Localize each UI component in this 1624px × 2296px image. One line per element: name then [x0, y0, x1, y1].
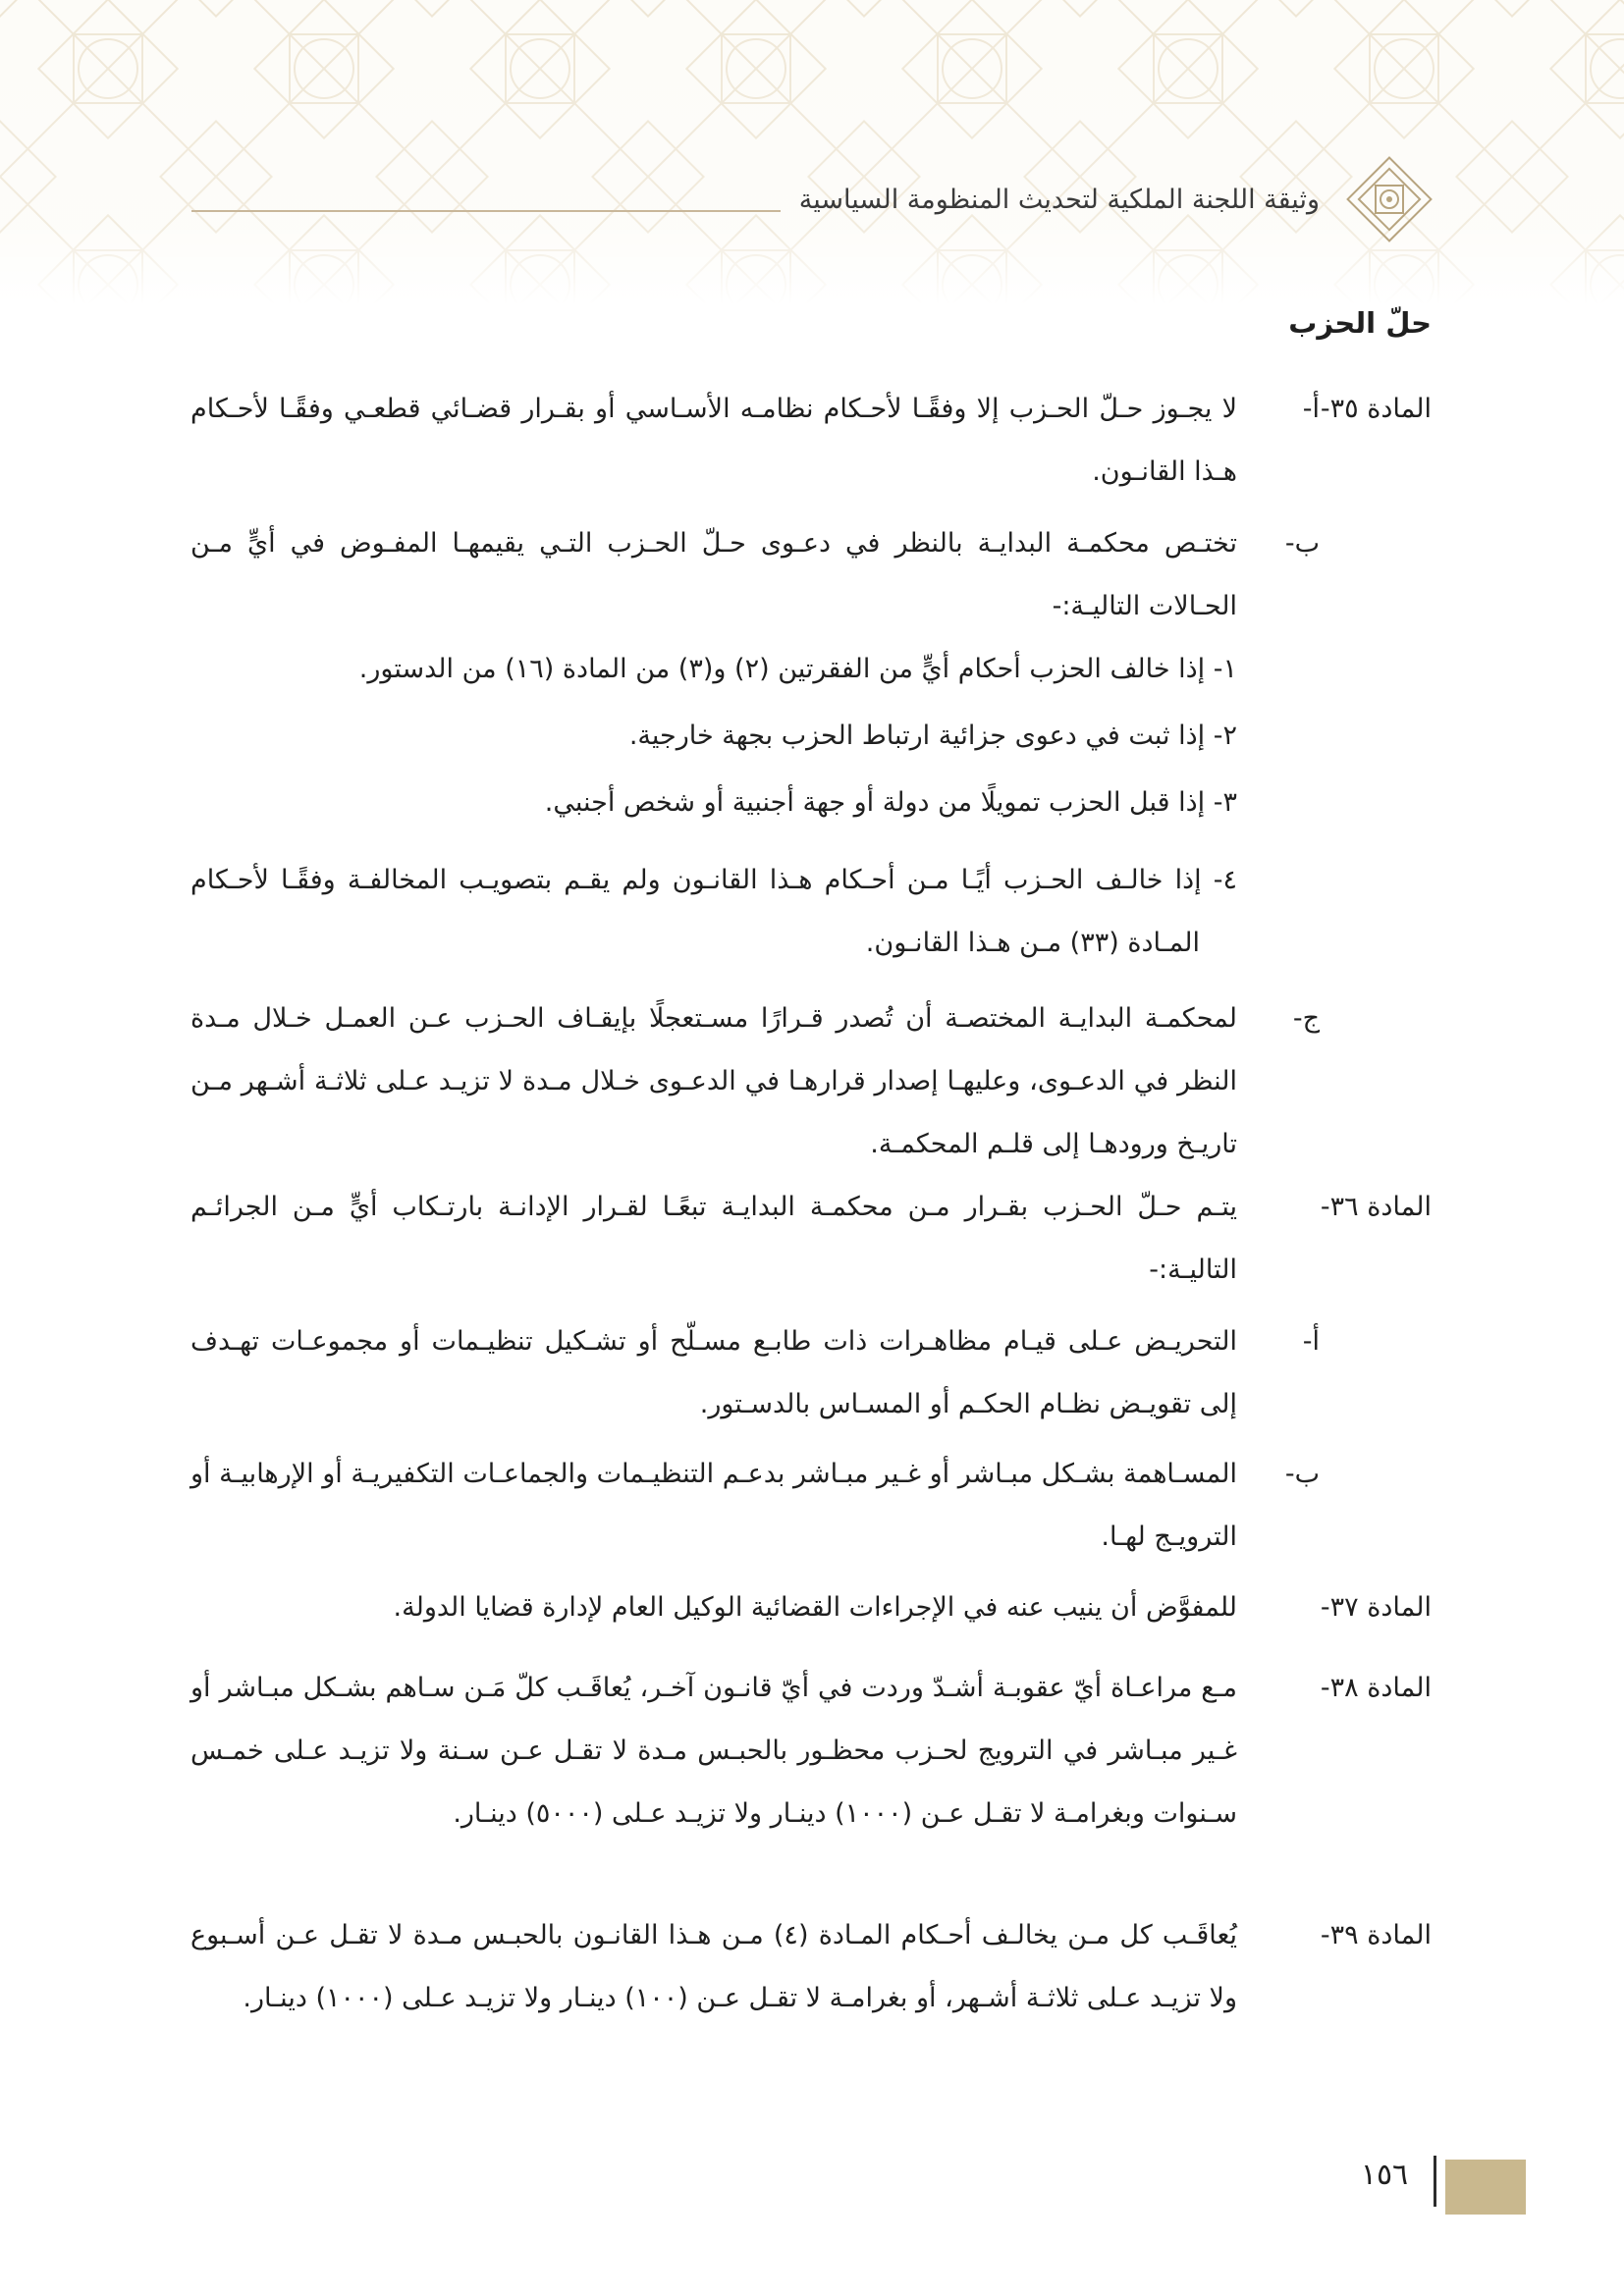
document-title: وثيقة اللجنة الملكية لتحديث المنظومة السياسية	[798, 185, 1320, 215]
list-item: ٢- إذا ثبت في دعوى جزائية ارتباط الحزب بجهة خارجية.	[628, 721, 1237, 751]
list-item: ٤- إذا خالـف الحـزب أيًـا مـن أحـكام هـذا القانـون ولم يقـم بتصويـب المخالفـة وفقًـا لأحـكام المـادة (٣٣) مـن هـذا القانـون.	[190, 865, 1237, 958]
emblem-icon	[1345, 155, 1434, 243]
article-38-label: المادة ٣٨-	[1320, 1673, 1432, 1703]
article-35-clause-b-text: تختـص محكمـة البدايـة بالنظر في دعـوى حـلّ الحـزب التـي يقيمهـا المفـوض في أيٍّ مـن الحـالات التاليـة:-	[190, 528, 1237, 621]
article-38-text: مـع مراعـاة أيّ عقوبـة أشـدّ وردت في أيّ قانـون آخـر، يُعاقَـب كلّ مَـن سـاهم بشـكل مبـاشر أو غـير مبـاشر في الترويج لحـزب محظـور بالحبـس مـدة لا تقـل عـن سـنة ولا تزيـد عـلى خمـس سـنوات وبغرامـة لا تقـل عـن (١٠٠٠) دينـار ولا تزيـد عـلى (٥٠٠٠) دينـار.	[190, 1673, 1237, 1829]
article-36-text: يتـم حـلّ الحـزب بقـرار مـن محكمـة البدايـة تبعًـا لقـرار الإدانـة بارتـكاب أيٍّ مـن الجرائـم التاليـة:-	[190, 1192, 1237, 1285]
article-39-text: يُعاقَـب كل مـن يخالـف أحـكام المـادة (٤) مـن هـذا القانـون بالحبـس مـدة لا تقـل عـن أسـبوع ولا تزيـد عـلى ثلاثـة أشـهر، أو بغرامـة لا تقـل عـن (١٠٠) دينـار ولا تزيـد عـلى (١٠٠٠) دينـار.	[190, 1920, 1237, 2013]
article-36-clause-a-letter: أ-	[1302, 1326, 1320, 1357]
article-36-clause-a-text: التحريـض عـلى قيـام مظاهـرات ذات طابـع مسـلّح أو تشـكيل تنظيـمات أو مجموعـات تهـدف إلى تقويـض نظـام الحكـم أو المسـاس بالدسـتور.	[190, 1326, 1237, 1419]
list-item: ٣- إذا قبل الحزب تمويلًا من دولة أو جهة أجنبية أو شخص أجنبي.	[544, 787, 1237, 818]
article-35-clause-c-letter: ج-	[1292, 1003, 1320, 1034]
header-band	[0, 0, 1624, 304]
article-39-label: المادة ٣٩-	[1320, 1920, 1432, 1950]
article-37-text: للمفوَّض أن ينيب عنه في الإجراءات القضائية الوكيل العام لإدارة قضايا الدولة.	[393, 1592, 1237, 1623]
section-heading: حلّ الحزب	[1288, 306, 1432, 340]
article-35-clause-a-text: لا يجـوز حـلّ الحـزب إلا وفقًـا لأحـكام نظامـه الأسـاسي أو بقـرار قضـائي قطعـي وفقًـا لأحـكام هـذا القانـون.	[190, 394, 1237, 487]
header-rule	[191, 210, 781, 212]
geometric-pattern	[0, 0, 1624, 304]
list-item: ١- إذا خالف الحزب أحكام أيٍّ من الفقرتين (٢) و(٣) من المادة (١٦) من الدستور.	[358, 654, 1237, 684]
article-35-clause-b-letter: ب-	[1284, 528, 1320, 559]
page-tab	[1445, 2160, 1526, 2215]
article-35-label: المادة ٣٥-	[1320, 394, 1432, 424]
article-36-clause-b-letter: ب-	[1284, 1459, 1320, 1489]
article-36-label: المادة ٣٦-	[1320, 1192, 1432, 1222]
page-number: ١٥٦	[1360, 2158, 1409, 2192]
article-37-label: المادة ٣٧-	[1320, 1592, 1432, 1623]
article-36-clause-b-text: المسـاهمة بشـكل مبـاشر أو غـير مبـاشر بدعـم التنظيـمات والجماعـات التكفيريـة أو الإرهابيـة أو الترويـج لهـا.	[190, 1459, 1237, 1552]
article-35-clause-a-letter: أ-	[1302, 394, 1320, 424]
article-35-clause-c-text: لمحكمـة البدايـة المختصـة أن تُصدر قـرارًا مسـتعجلًا بإيقـاف الحـزب عـن العمـل خـلال مـدة النظر في الدعـوى، وعليهـا إصدار قرارهـا في الدعـوى خـلال مـدة لا تزيـد عـلى ثلاثـة أشـهر مـن تاريـخ ورودهـا إلى قلـم المحكمـة.	[190, 1003, 1237, 1159]
page-divider	[1434, 2156, 1436, 2207]
